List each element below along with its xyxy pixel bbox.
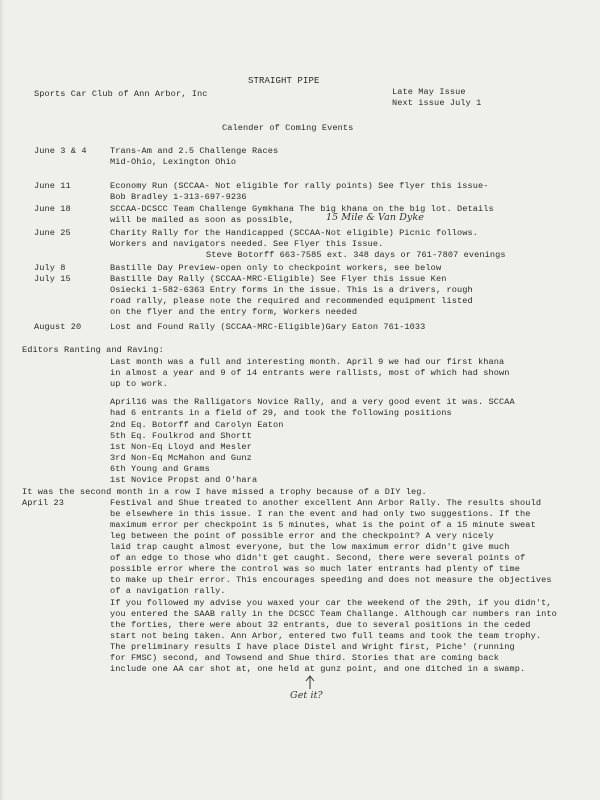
- paragraph-line: had 6 entrants in a field of 29, and took the following positions: [110, 408, 452, 418]
- handwritten-arrow-icon: [300, 674, 320, 690]
- editors-heading: Editors Ranting and Raving:: [22, 345, 164, 355]
- event-line: Bastille Day Rally (SCCAA-MRC-Eligible) See Flyer this issue Ken: [110, 274, 447, 284]
- result-line: 1st Non-Eq Lloyd and Mesler: [110, 442, 252, 452]
- paragraph-line: If you followed my advise you waxed your car the weekend of the 29th, if you didn't,: [110, 598, 552, 608]
- event-line: on the flyer and the entry form, Workers needed: [110, 307, 358, 317]
- paragraph-line: of a navigation rally.: [110, 586, 226, 596]
- result-line: 1st Novice Propst and O'hara: [110, 475, 258, 485]
- event-line: Bob Bradley 1-313-697-9236: [110, 192, 247, 202]
- event-line: Trans-Am and 2.5 Challenge Races: [110, 146, 279, 156]
- paragraph-line: you entered the SAAB rally in the DCSCC Team Challange. Although car numbers ran into: [110, 609, 557, 619]
- paragraph-line: up to work.: [110, 379, 168, 389]
- club-name: Sports Car Club of Ann Arbor, Inc: [34, 89, 208, 99]
- event-line: Economy Run (SCCAA- Not eligible for rally points) See flyer this issue-: [110, 181, 489, 191]
- paragraph-line: include one AA car shot at, one held at gunz point, and one ditched in a swamp.: [110, 664, 526, 674]
- handwritten-location-note: 15 Mile & Van Dyke: [326, 212, 424, 223]
- event-date: June 25: [34, 228, 71, 238]
- paragraph-line: to make up their error. This encourages speeding and does not measure the objectives: [110, 575, 552, 585]
- event-line: Workers and navigators needed. See Flyer this Issue.: [110, 239, 384, 249]
- paragraph-line: maximum error per checkpoint is 5 minutes, what is the point of a 15 minute sweat: [110, 520, 536, 530]
- event-line: Lost and Found Rally (SCCAA-MRC-Eligible)Gary Eaton 761-1033: [110, 322, 426, 332]
- paragraph-line: in almost a year and 9 of 14 entrants were rallists, most of which had shown: [110, 368, 510, 378]
- result-line: 2nd Eq. Botorff and Carolyn Eaton: [110, 420, 284, 430]
- event-date: August 20: [34, 322, 82, 332]
- paragraph-line: Last month was a full and interesting month. April 9 we had our first khana: [110, 357, 505, 367]
- event-date: June 11: [34, 181, 71, 191]
- newsletter-title: STRAIGHT PIPE: [248, 76, 320, 86]
- event-date: July 8: [34, 263, 66, 273]
- calendar-heading: Calender of Coming Events: [222, 123, 354, 133]
- result-line: 6th Young and Grams: [110, 464, 210, 474]
- result-line: 3rd Non-Eq McMahon and Gunz: [110, 453, 252, 463]
- paragraph-line: The preliminary results I have place Distel and Wright first, Piche' (running: [110, 642, 515, 652]
- next-issue-label: Next issue July 1: [392, 98, 482, 108]
- issue-label: Late May Issue: [392, 87, 466, 97]
- paragraph-line: the forties, there were about 32 entrants, due to several positions in the ceded: [110, 620, 531, 630]
- paragraph-line: for FMSC) second, and Towsend and Shue third. Stories that are coming back: [110, 653, 500, 663]
- event-date: June 3 & 4: [34, 146, 87, 156]
- paragraph-line: be elsewhere in this issue. I ran the event and had only two suggestions. If the: [110, 509, 531, 519]
- paragraph-line: April16 was the Ralligators Novice Rally, and a very good event it was. SCCAA: [110, 397, 515, 407]
- paragraph-line: leg between the point of possible error and the checkpoint? A very nicely: [110, 531, 494, 541]
- paragraph-line: laid trap caught almost everyone, but the low maximum error didn't give much: [110, 542, 510, 552]
- event-line: Osiecki 1-582-6363 Entry forms in the issue. This is a drivers, rough: [110, 285, 473, 295]
- page-edge-shadow: [0, 0, 4, 800]
- event-line: will be mailed as soon as possible,: [110, 215, 294, 225]
- event-line: Steve Botorff 663-7585 ext. 348 days or 761-7807 evenings: [206, 250, 506, 260]
- paragraph-line: Festival and Shue treated to another excellent Ann Arbor Rally. The results should: [110, 498, 542, 508]
- paragraph-line: start not being taken. Ann Arbor, entered two full teams and took the team trophy.: [110, 631, 542, 641]
- trophy-line: It was the second month in a row I have missed a trophy because of a DIY leg.: [22, 487, 427, 497]
- event-date: July 15: [34, 274, 71, 284]
- event-line: Charity Rally for the Handicapped (SCCAA-Not eligible) Picnic follows.: [110, 228, 478, 238]
- event-line: Mid-Ohio, Lexington Ohio: [110, 157, 237, 167]
- paragraph-line: possible error where the control was so much later entrants had plenty of time: [110, 564, 521, 574]
- result-line: 5th Eq. Foulkrod and Shortt: [110, 431, 252, 441]
- event-line: road rally, please note the required and recommended equipment listed: [110, 296, 473, 306]
- event-date: June 18: [34, 204, 71, 214]
- handwritten-get-it-note: Get it?: [290, 690, 323, 701]
- april23-date: April 23: [22, 498, 65, 508]
- event-line: SCCAA-DCSCC Team Challenge Gymkhana The big khana on the big lot. Details: [110, 204, 494, 214]
- paragraph-line: of an edge to those who didn't get caught. Second, there were several points of: [110, 553, 526, 563]
- event-line: Bastille Day Preview-open only to checkpoint workers, see below: [110, 263, 442, 273]
